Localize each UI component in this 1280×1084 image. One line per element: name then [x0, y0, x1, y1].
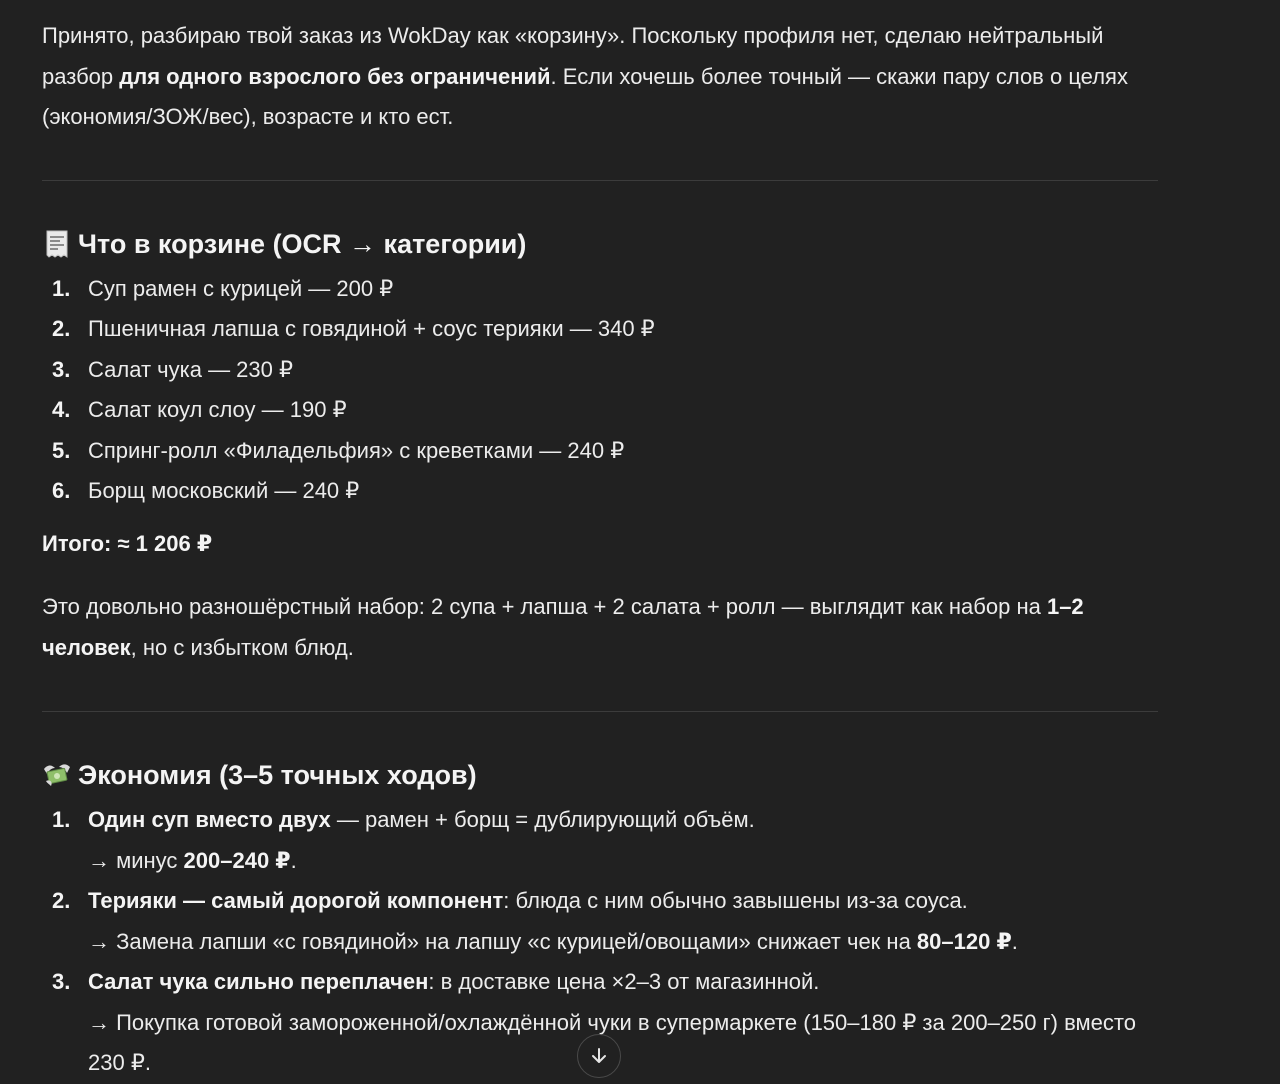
section-divider [42, 180, 1158, 181]
list-item: 1. Один суп вместо двух — рамен + борщ = дублирующий объём. → минус 200–240 ₽. [42, 800, 1158, 881]
basket-heading-text: Что в корзине (OCR → категории) [78, 228, 527, 259]
section-divider [42, 711, 1158, 712]
list-item: 5. Спринг-ролл «Филадельфия» с креветками — 240 ₽ [52, 437, 625, 463]
chat-message [42, 16, 1158, 1084]
basket-heading [42, 225, 1158, 263]
list-item: 1. Суп рамен с курицей — 200 ₽ [52, 275, 394, 301]
intro-emphasis: для одного взрослого без ограничений [119, 63, 551, 89]
scroll-to-bottom-button[interactable] [577, 1034, 621, 1078]
money-with-wings-icon [42, 760, 72, 790]
economy-heading [42, 756, 1158, 794]
list-item: 3. Салат чука — 230 ₽ [52, 356, 293, 382]
arrow-down-icon [589, 1046, 609, 1066]
tip-detail: → минус 200–240 ₽. [88, 847, 297, 873]
list-item: 3. Салат чука сильно переплачен: в доставке цена ×2–3 от магазинной. → Покупка готовой замороженной/охлаждённой чуки в супермаркете (150–180 ₽ за 200–250 г) вместо 230 ₽. [42, 962, 1158, 1084]
basket-summary: Это довольно разношёрстный набор: 2 супа + лапша + 2 салата + ролл — выглядит как набор на 1–2 человек, но с избытком блюд. [42, 594, 1084, 660]
economy-heading-text: Экономия (3–5 точных ходов) [78, 760, 477, 790]
basket-items-list [42, 269, 1158, 512]
receipt-icon [42, 229, 72, 259]
list-item: 2. Пшеничная лапша с говядиной + соус терияки — 340 ₽ [52, 316, 655, 341]
list-item: 4. Салат коул слоу — 190 ₽ [52, 397, 347, 422]
list-item: 6. Борщ московский — 240 ₽ [52, 478, 360, 503]
tip-detail: → Замена лапши «с говядиной» на лапшу «с курицей/овощами» снижает чек на 80–120 ₽. [88, 928, 1018, 954]
list-item: 2. Терияки — самый дорогой компонент: блюда с ним обычно завышены из-за соуса. → Замена лапши «с говядиной» на лапшу «с курицей/овощами» снижает чек на 80–120 ₽. [42, 881, 1158, 962]
tip-detail: → Покупка готовой замороженной/охлаждённой чуки в супермаркете (150–180 ₽ за 200–250 г) вместо 230 ₽. [88, 1009, 1136, 1075]
basket-total: Итого: ≈ 1 206 ₽ [42, 530, 213, 556]
intro-paragraph: Принято, разбираю твой заказ из WokDay как «корзину». Поскольку профиля нет, сделаю нейтральный разбор для одного взрослого без ограничений. Если хочешь более точный — скажи пару слов о целях (экономия/ЗОЖ/вес), возрасте и кто ест. [42, 23, 1128, 129]
